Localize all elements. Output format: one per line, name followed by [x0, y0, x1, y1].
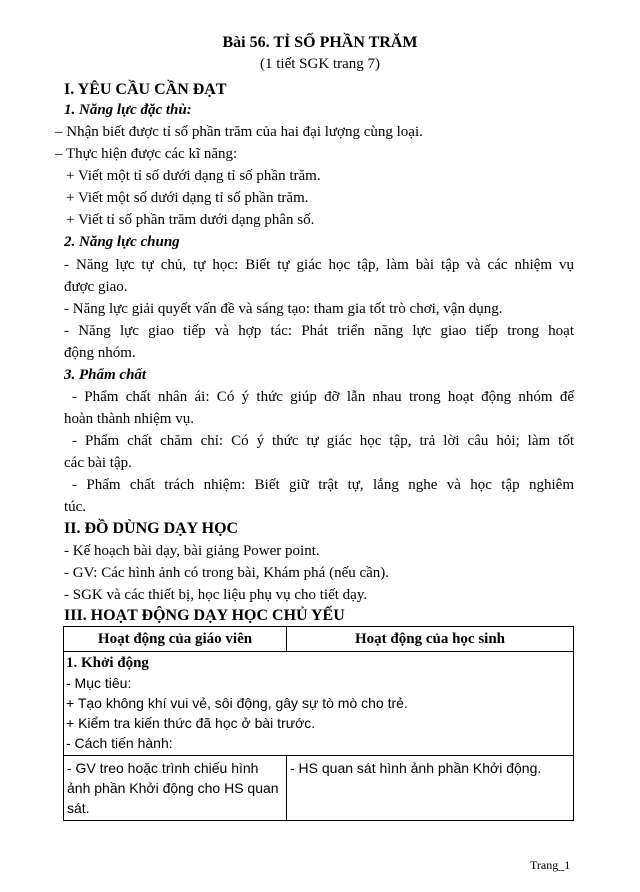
paragraph-line: hoàn thành nhiệm vụ. [64, 411, 194, 427]
paragraph-line: túc. [64, 499, 87, 515]
paragraph-line: động nhóm. [64, 345, 136, 361]
student-activity: - HS quan sát hình ảnh phần Khởi động. [290, 760, 542, 776]
section-2-heading: II. ĐỒ DÙNG DẠY HỌC [64, 520, 239, 537]
paragraph-line: - Phẩm chất chăm chỉ: Có ý thức tự giác học tập, trả lời câu hỏi; làm tốt [72, 433, 574, 449]
student-cell [287, 756, 574, 821]
teacher-activity: - GV treo hoặc trình chiếu hình ảnh phần Khởi động cho HS quan sát. [67, 760, 279, 816]
column-header-student: Hoạt động của học sinh [287, 627, 574, 652]
paragraph-line: - Năng lực giao tiếp và hợp tác: Phát triển năng lực giao tiếp trong hoạt [64, 323, 574, 339]
paragraph-line: được giao. [64, 279, 128, 295]
list-item: + Viết một tỉ số dưới dạng tỉ số phần trăm. [66, 168, 321, 184]
subsection-3-heading: 3. Phẩm chất [64, 367, 147, 383]
list-item: - GV: Các hình ảnh có trong bài, Khám phá (nếu cần). [64, 565, 390, 581]
subsection-2-heading: 2. Năng lực chung [64, 234, 180, 250]
list-item: - Kế hoạch bài dạy, bài giảng Power point. [64, 543, 320, 559]
khoi-dong-line: - Mục tiêu: [66, 675, 132, 691]
list-item: + Viết một số dưới dạng tỉ số phần trăm. [66, 190, 309, 206]
section-3-heading: III. HOẠT ĐỘNG DẠY HỌC CHỦ YẾU [64, 607, 345, 624]
page-number: Trang_1 [530, 858, 571, 872]
column-header-teacher: Hoạt động của giáo viên [64, 627, 287, 652]
table-row [64, 756, 574, 821]
khoi-dong-line: + Kiểm tra kiến thức đã học ở bài trước. [66, 715, 316, 731]
list-item: - SGK và các thiết bị, học liệu phụ vụ cho tiết dạy. [64, 587, 368, 603]
teacher-cell [64, 756, 287, 821]
paragraph-line: - Phẩm chất trách nhiệm: Biết giữ trật tự, lắng nghe và học tập nghiêm [72, 477, 574, 493]
table-row [64, 652, 574, 756]
paragraph-line: các bài tập. [64, 455, 132, 471]
lesson-plan-table [63, 626, 574, 821]
khoi-dong-cell [64, 652, 574, 756]
section-1-heading: I. YÊU CẦU CẦN ĐẠT [64, 81, 227, 98]
lesson-subtitle: (1 tiết SGK trang 7) [260, 56, 380, 72]
paragraph-line: - Năng lực tự chủ, tự học: Biết tự giác học tập, làm bài tập và các nhiệm vụ [64, 257, 574, 273]
list-item: – Nhận biết được tỉ số phần trăm của hai đại lượng cùng loại. [55, 124, 423, 140]
paragraph-line: - Phẩm chất nhân ái: Có ý thức giúp đỡ lẫn nhau trong hoạt động nhóm để [72, 389, 574, 405]
list-item: + Viết tỉ số phần trăm dưới dạng phân số. [66, 212, 315, 228]
subsection-1-heading: 1. Năng lực đặc thù: [64, 102, 192, 118]
paragraph-line: - Năng lực giải quyết vấn đề và sáng tạo: tham gia tốt trò chơi, vận dụng. [64, 301, 503, 317]
khoi-dong-line: - Cách tiến hành: [66, 735, 173, 751]
list-item: – Thực hiện được các kĩ năng: [55, 146, 238, 162]
khoi-dong-heading: 1. Khởi động [66, 655, 149, 671]
khoi-dong-line: + Tạo không khí vui vẻ, sôi động, gây sự tò mò cho trẻ. [66, 695, 408, 711]
lesson-title: Bài 56. TỈ SỐ PHẦN TRĂM [222, 34, 418, 51]
